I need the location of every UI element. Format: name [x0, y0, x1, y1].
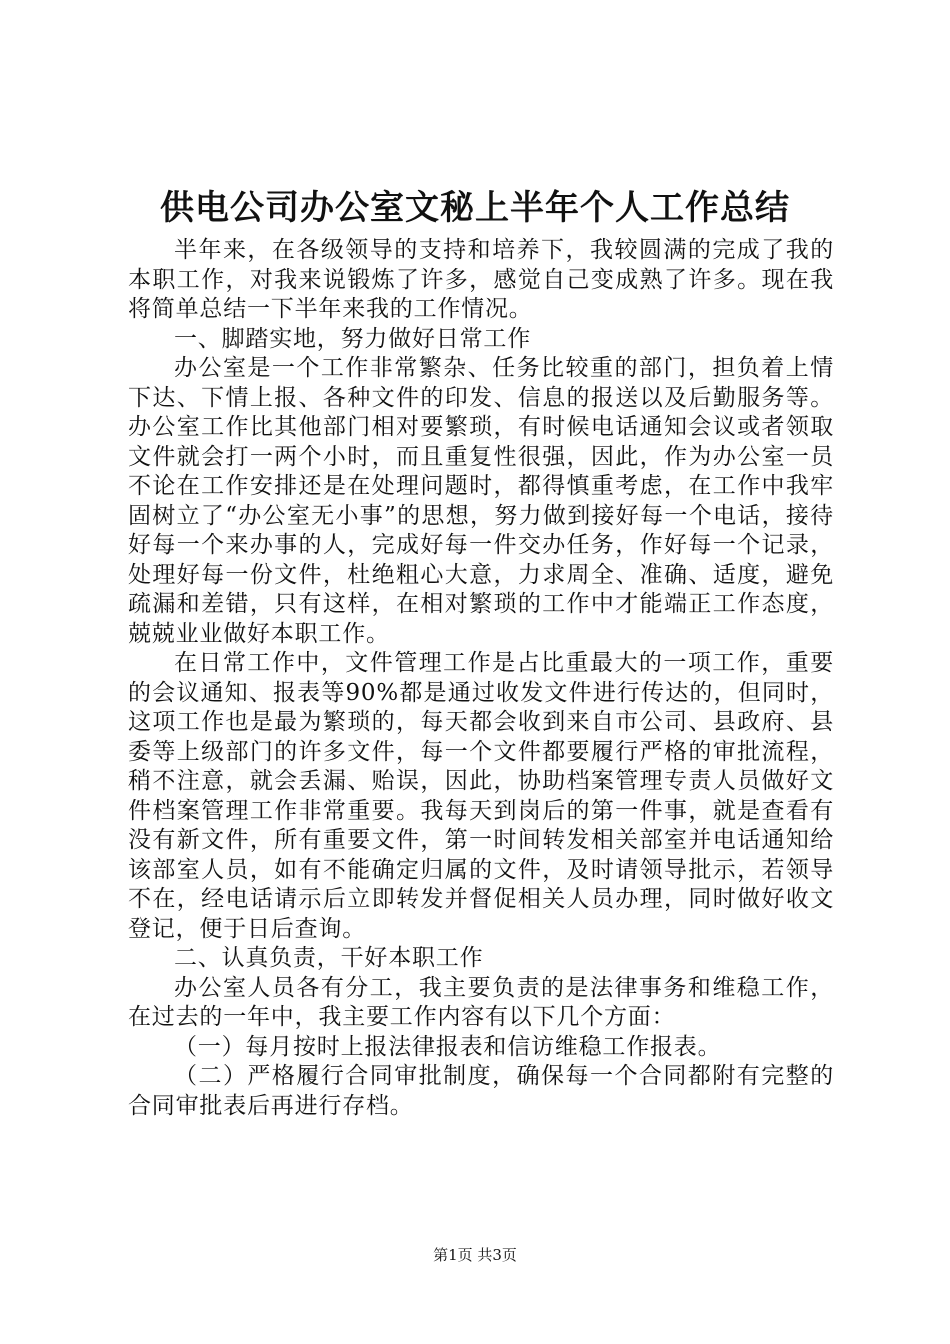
list-item-1: （一）每月按时上报法律报表和信访维稳工作报表。	[174, 1033, 722, 1060]
list-item-2: （二）严格履行合同审批制度，确保每一个合同都附有完整的合同审批表后再进行存档。	[128, 1063, 834, 1119]
page-footer: 第1页 共3页	[433, 1246, 517, 1264]
section-heading-1: 一、脚踏实地，努力做好日常工作	[174, 325, 531, 352]
page-title: 供电公司办公室文秘上半年个人工作总结	[160, 188, 790, 228]
paragraph-file-management: 在日常工作中，文件管理工作是占比重最大的一项工作，重要的会议通知、报表等90%都是通过收发文件进行传达的，但同时，这项工作也是最为繁琐的，每天都会收到来自市公司、县政府、县委等上级部门的许多文件，每一个文件都要履行严格的审批流程，稍不注意，就会丢漏、贻误，因此，协助档案管理专责人员做好文件档案管理工作非常重要。我每天到岗后的第一件事，就是查看有没有新文件，所有重要文件，第一时间转发相关部室并电话通知给该部室人员，如有不能确定归属的文件，及时请领导批示，若领导不在，经电话请示后立即转发并督促相关人员办理，同时做好收文登记，便于日后查询。	[128, 650, 834, 942]
paragraph-duties: 办公室人员各有分工，我主要负责的是法律事务和维稳工作，在过去的一年中，我主要工作内容有以下几个方面：	[128, 974, 834, 1030]
section-heading-2: 二、认真负责，干好本职工作	[174, 945, 484, 971]
document-body	[128, 236, 834, 1121]
paragraph-intro: 半年来，在各级领导的支持和培养下，我较圆满的完成了我的本职工作，对我来说锻炼了许多，感觉自己变成熟了许多。现在我将简单总结一下半年来我的工作情况。	[128, 237, 834, 322]
paragraph-office-work: 办公室是一个工作非常繁杂、任务比较重的部门，担负着上情下达、下情上报、各种文件的印发、信息的报送以及后勤服务等。办公室工作比其他部门相对要繁琐，有时候电话通知会议或者领取文件就会打一两个小时，而且重复性很强，因此，作为办公室一员不论在工作安排还是在处理问题时，都得慎重考虑，在工作中我牢固树立了“办公室无小事”的思想，努力做到接好每一个电话，接待好每一个来办事的人，完成好每一件交办任务，作好每一个记录，处理好每一份文件，杜绝粗心大意，力求周全、准确、适度，避免疏漏和差错，只有这样，在相对繁琐的工作中才能端正工作态度，兢兢业业做好本职工作。	[128, 355, 834, 647]
